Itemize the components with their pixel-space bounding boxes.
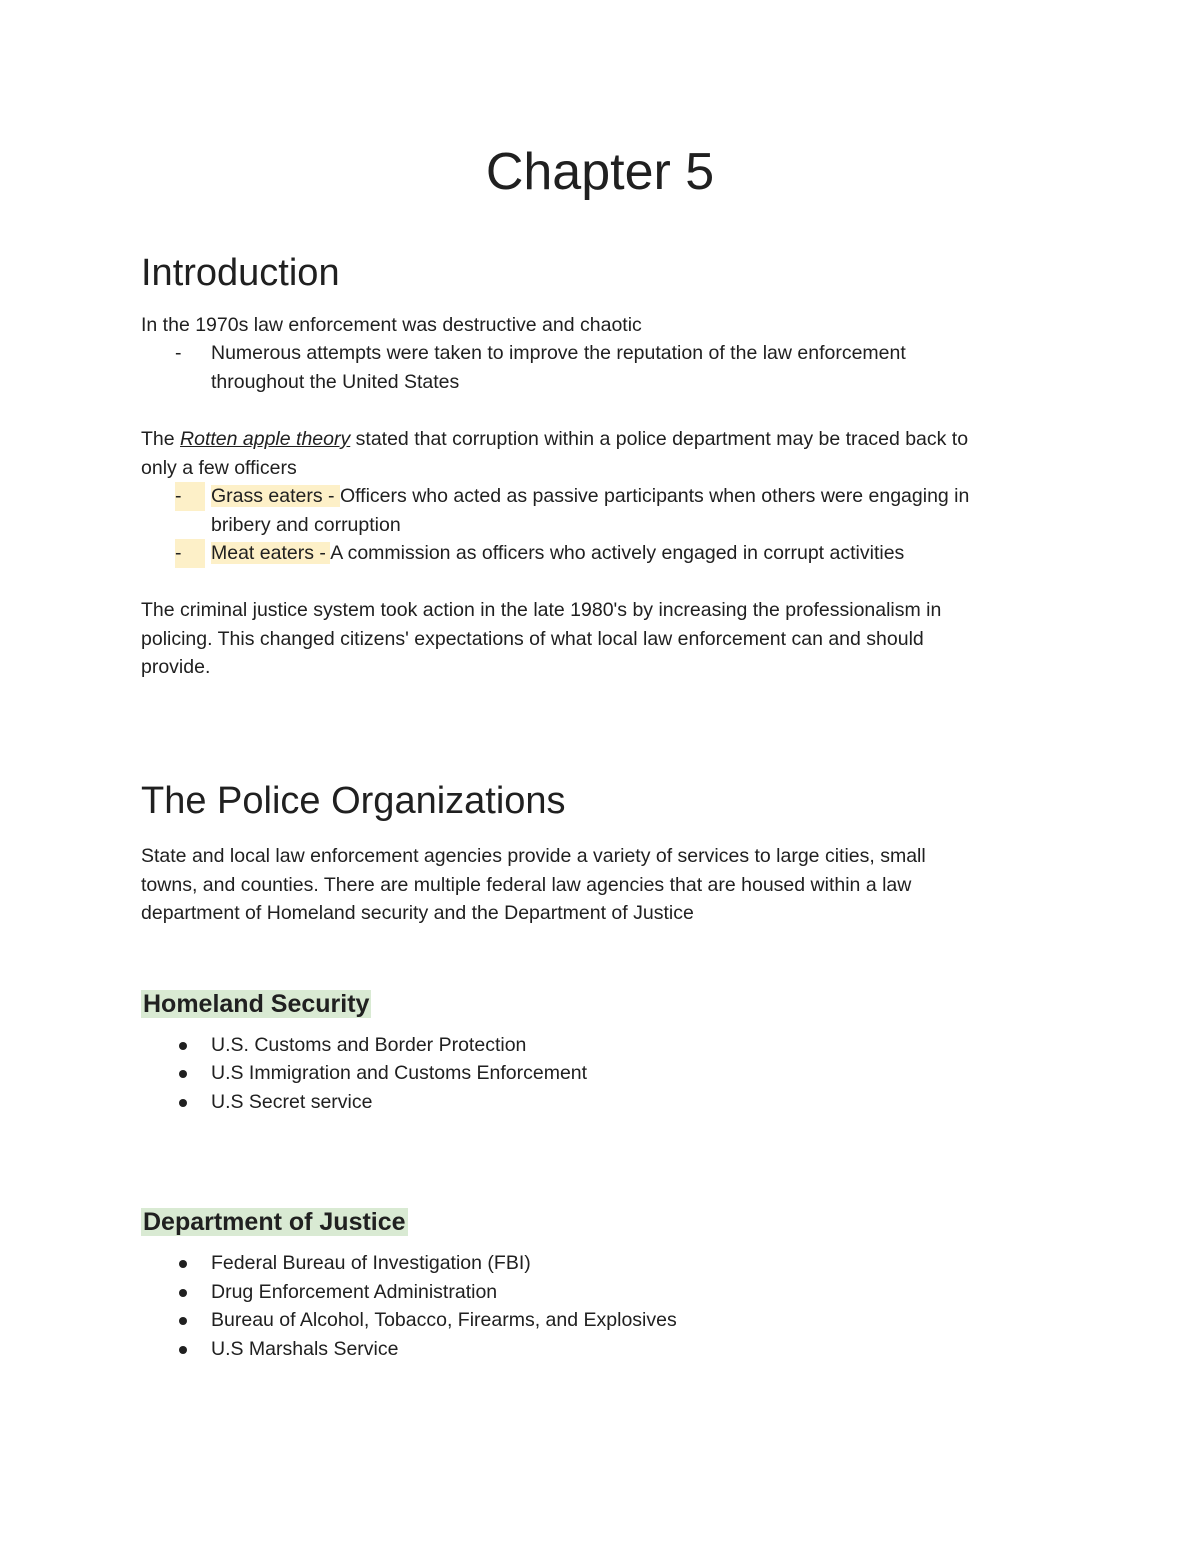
bullet-icon [179,1346,187,1354]
list-item-text: Bureau of Alcohol, Tobacco, Firearms, and Explosives [211,1309,677,1331]
list-item-text: U.S Marshals Service [211,1338,399,1360]
bullet-icon [179,1317,187,1325]
dash-marker: - [175,539,205,568]
bullet-icon [179,1042,187,1050]
department-of-justice-heading: Department of Justice [143,1208,406,1236]
dash-marker: - [175,482,205,511]
list-item-text: U.S Immigration and Customs Enforcement [211,1062,588,1084]
bullet-icon [179,1099,187,1107]
police-organizations-heading: The Police Organizations [141,780,566,822]
list-item-text: U.S. Customs and Border Protection [211,1034,527,1056]
list-item-text: Grass eaters - Officers who acted as passive participants when others were engaging in bribery and corruption [211,485,970,536]
list-item-text: Meat eaters - A commission as officers who actively engaged in corrupt activities [211,542,905,564]
list-item-text: Drug Enforcement Administration [211,1281,498,1303]
intro-heading: Introduction [141,252,340,294]
bullet-icon [179,1289,187,1297]
bullet-icon [179,1260,187,1268]
dash-marker: - [175,342,182,364]
list-item-text: Numerous attempts were taken to improve the reputation of the law enforcement throughout the United States [211,342,906,393]
intro-paragraph: In the 1970s law enforcement was destructive and chaotic [141,314,642,336]
meat-eaters-term: Meat eaters - [211,542,331,564]
rotten-apple-paragraph: The Rotten apple theory stated that corruption within a police department may be traced back to only a few officers [141,428,969,479]
homeland-security-heading: Homeland Security [143,990,370,1018]
police-organizations-paragraph: State and local law enforcement agencies provide a variety of services to large cities, small towns, and counties. There are multiple federal law agencies that are housed within a law department of Homeland security and the Department of Justice [141,845,926,924]
list-item-text: Federal Bureau of Investigation (FBI) [211,1252,531,1274]
rotten-apple-term: Rotten apple theory [180,428,351,450]
bullet-icon [179,1070,187,1078]
list-item-text: U.S Secret service [211,1091,373,1113]
grass-eaters-term: Grass eaters - [211,485,340,507]
professionalism-paragraph: The criminal justice system took action in the late 1980's by increasing the professionalism in policing. This changed citizens' expectations of what local law enforcement can and should provide. [141,599,942,678]
page-title: Chapter 5 [485,143,715,201]
